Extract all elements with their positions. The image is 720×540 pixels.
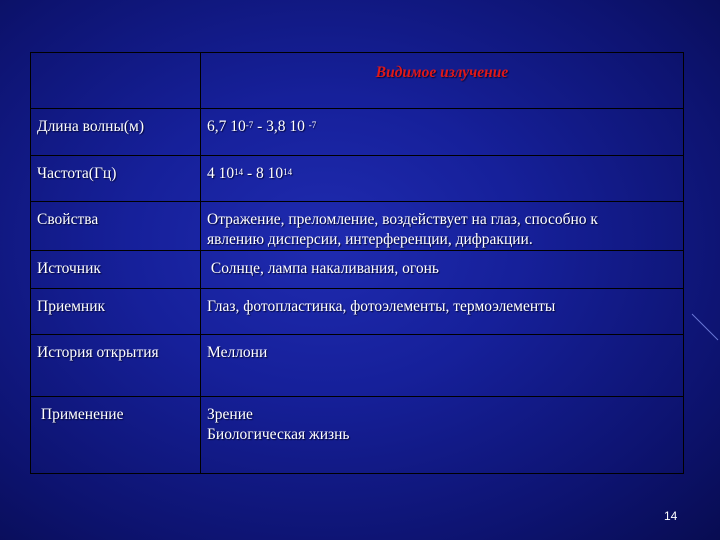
row-value-wavelength: 6,7 $10^{-7} - 3,8$ 10 $^{-7}$ [201, 109, 684, 156]
table-header-row [31, 53, 684, 109]
row-label-properties: Свойства [31, 202, 201, 251]
table-row [31, 202, 684, 251]
page-number: 14 [664, 509, 678, 523]
row-label-source: Источник [31, 251, 201, 289]
row-label-frequency: Частота(Гц) [31, 156, 201, 202]
row-value-application: Зрение Биологическая жизнь [201, 397, 684, 474]
row-label-history: История открытия [31, 335, 201, 397]
header-empty-cell [31, 53, 201, 109]
properties-table [30, 52, 684, 474]
row-label-wavelength: Длина волны(м) [31, 109, 201, 156]
row-value-source: Солнце, лампа накаливания, огонь [201, 251, 684, 289]
row-value-frequency: 4 $10^{14} - 8$ $10^{14}$ [201, 156, 684, 202]
decorative-stroke [690, 300, 720, 350]
table-row [31, 397, 684, 474]
row-value-history: Меллони [201, 335, 684, 397]
row-label-receiver: Приемник [31, 289, 201, 335]
row-label-application: Применение [31, 397, 201, 474]
table-row [31, 335, 684, 397]
table-title: Видимое излучение [201, 53, 684, 109]
row-value-receiver: Глаз, фотопластинка, фотоэлементы, термоэлементы [201, 289, 684, 335]
table-row [31, 289, 684, 335]
table-row [31, 109, 684, 156]
table-row [31, 251, 684, 289]
row-value-properties: Отражение, преломление, воздействует на глаз, способно к явлению дисперсии, интерференции, дифракции. [201, 202, 684, 251]
table-row [31, 156, 684, 202]
